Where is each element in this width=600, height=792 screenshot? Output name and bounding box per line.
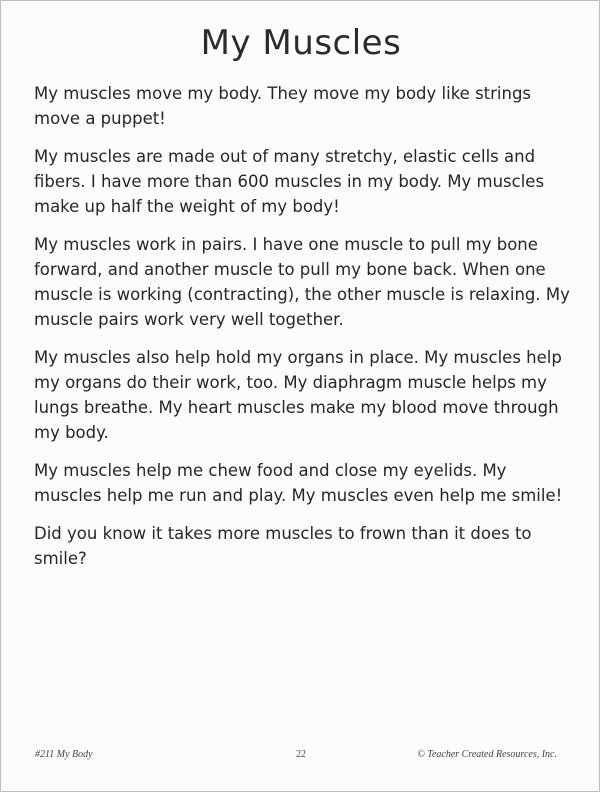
paragraph: My muscles are made out of many stretchy, elastic cells and fibers. I have more than 600 muscles in my body. My muscles make up half the weight of my body! [34,147,545,216]
body-text [34,81,579,584]
paragraph: My muscles help me chew food and close my eyelids. My muscles help me run and play. My muscles even help me smile! [34,461,563,505]
paragraph: My muscles move my body. They move my body like strings move a puppet! [34,84,532,128]
paragraph: Did you know it takes more muscles to frown than it does to smile? [34,524,532,568]
footer-page-number: 22 [296,749,306,760]
footer-copyright: © Teacher Created Resources, Inc. [417,749,557,760]
paragraph: My muscles work in pairs. I have one muscle to pull my bone forward, and another muscle to pull my bone back. When one muscle is working (contracting), the other muscle is relaxing. My muscle pairs work very well together. [34,235,570,329]
paragraph: My muscles also help hold my organs in place. My muscles help my organs do their work, too. My diaphragm muscle helps my lungs breathe. My heart muscles make my blood move through my body. [34,348,562,442]
page-footer [1,749,600,763]
footer-book-title: #211 My Body [35,749,93,760]
page-title: My Muscles [200,23,402,63]
